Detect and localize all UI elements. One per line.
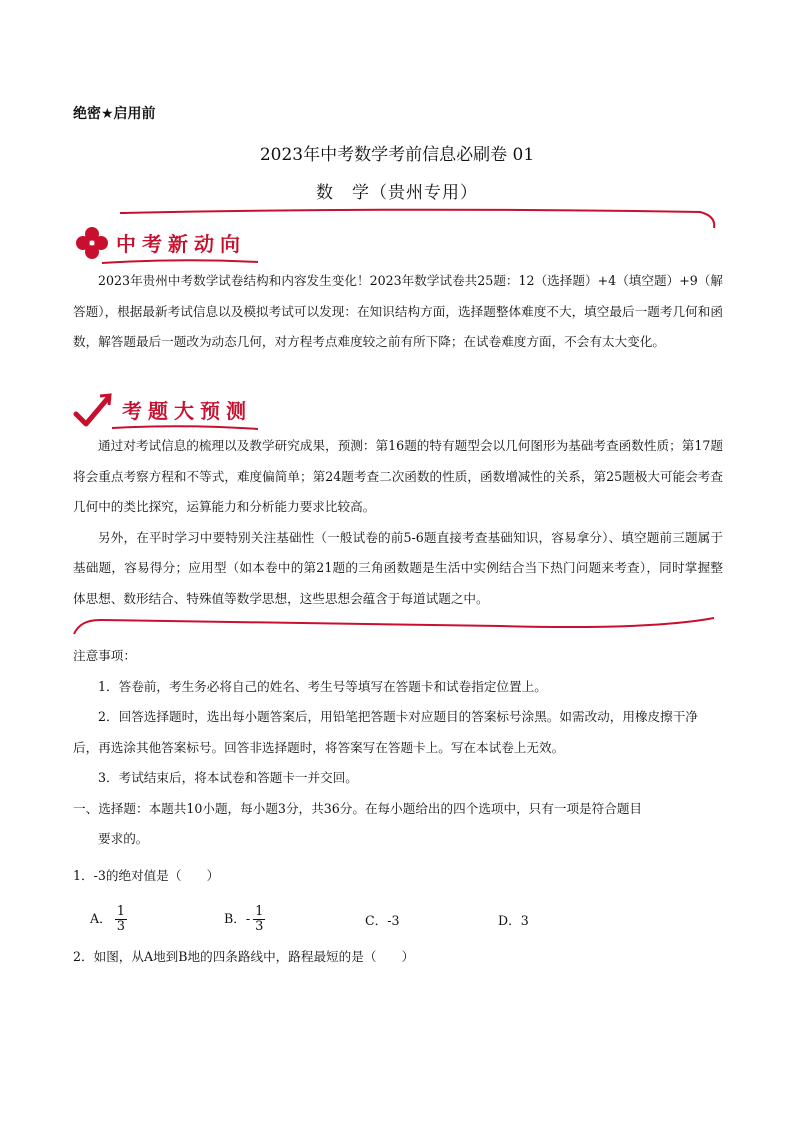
question-2-stem: 2．如图，从A地到B地的四条路线中，路程最短的是（ ） bbox=[73, 949, 415, 964]
section1-heading-cont: 要求的。 bbox=[98, 831, 149, 846]
option-d: D．3 bbox=[498, 913, 529, 928]
heading-underline bbox=[100, 258, 260, 266]
option-c: C．-3 bbox=[365, 913, 400, 928]
option-a-label: A． bbox=[90, 911, 112, 926]
forecast-paragraph-1: 通过对考试信息的梳理以及教学研究成果，预测：第16题的特有题型会以几何图形为基础考查函数性质；第17题将会重点考察方程和不等式，难度偏简单；第24题考查二次函数的性质，函数增减性的关系，第25题极大可能会考查几何中的类比探究，运算能力和分析能力要求比较高。 bbox=[73, 438, 723, 514]
fraction bbox=[253, 905, 265, 934]
section1-heading: 一、选择题：本题共10小题，每小题3分，共36分。在每小题给出的四个选项中，只有一项是符合题目 bbox=[73, 800, 643, 816]
notes-item-1: 1．答卷前，考生务必将自己的姓名、考生号等填写在答题卡和试卷指定位置上。 bbox=[98, 678, 547, 694]
exam-notes bbox=[73, 641, 723, 891]
notes-item-2: 2．回答选择题时，选出每小题答案后，用铅笔把答题卡对应题目的答案标号涂黑。如需改动，用橡皮擦干净后，再选涂其他答案标号。回答非选择题时，将答案写在答题卡上。写在本试卷上无效。 bbox=[73, 709, 698, 755]
paper-subtitle: 数 学（贵州专用） bbox=[316, 183, 478, 203]
forecast-paragraphs bbox=[73, 431, 723, 614]
denominator: 3 bbox=[116, 919, 125, 934]
fraction bbox=[115, 905, 127, 934]
confidential-label: 绝密★启用前 bbox=[73, 106, 156, 122]
paper-title: 2023年中考数学考前信息必刷卷 01 bbox=[259, 145, 535, 165]
minus-sign: - bbox=[245, 911, 251, 926]
option-b bbox=[224, 905, 265, 934]
clover-icon bbox=[72, 225, 112, 261]
checkmark-arrow-icon bbox=[72, 392, 114, 430]
notes-heading: 注意事项： bbox=[73, 648, 136, 663]
denominator: 3 bbox=[255, 919, 264, 934]
forecast-paragraph-2: 另外，在平时学习中要特别关注基础性（一般试卷的前5-6题直接考查基础知识，容易拿分）、填空题前三题属于基础题，容易得分；应用型（如本卷中的第21题的三角函数题是生活中实例结合当下热门问题来考查），同时掌握整体思想、数形结合、特殊值等数学思想，这些思想会蕴含于每道试题之中。 bbox=[73, 529, 723, 606]
numerator: 1 bbox=[255, 904, 264, 919]
trend-paragraph: 2023年贵州中考数学试卷结构和内容发生变化！2023年数学试卷共25题：12（选择题）+4（填空题）+9（解答题），根据最新考试信息以及模拟考试可以发现：在知识结构方面，选择题整体难度不大，填空最后一题考几何和函数，解答题最后一题改为动态几何，对方程考点难度较之前有所下降；在试卷难度方面，不会有太大变化。 bbox=[73, 273, 723, 349]
option-a bbox=[90, 905, 127, 934]
question-1-stem: 1．-3的绝对值是（ ） bbox=[73, 867, 220, 883]
forecast-heading: 考题大预测 bbox=[122, 399, 252, 423]
notes-item-3: 3．考试结束后，将本试卷和答题卡一并交回。 bbox=[98, 770, 358, 785]
option-b-label: B． bbox=[224, 911, 246, 926]
trend-heading: 中考新动向 bbox=[116, 232, 246, 256]
numerator: 1 bbox=[116, 904, 125, 919]
